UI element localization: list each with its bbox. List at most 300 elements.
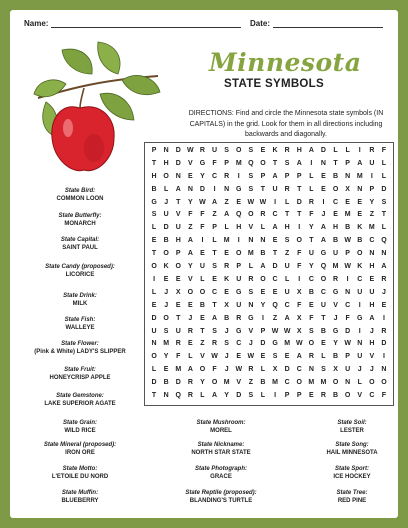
grid-letter[interactable]: N — [163, 147, 169, 154]
grid-letter[interactable]: D — [199, 185, 205, 193]
grid-letter[interactable]: E — [224, 250, 229, 258]
grid-letter[interactable]: I — [358, 327, 361, 335]
grid-letter[interactable]: E — [175, 275, 181, 283]
grid-letter[interactable]: V — [175, 211, 181, 219]
grid-letter[interactable]: U — [284, 263, 290, 271]
grid-letter[interactable]: U — [236, 301, 242, 309]
grid-letter[interactable]: M — [175, 366, 182, 374]
grid-letter[interactable]: P — [369, 185, 375, 193]
grid-letter[interactable]: F — [200, 224, 205, 232]
grid-letter[interactable]: E — [321, 340, 326, 348]
grid-letter[interactable]: H — [236, 224, 242, 232]
grid-letter[interactable]: D — [284, 366, 290, 374]
grid-letter[interactable]: R — [224, 263, 230, 271]
grid-letter[interactable]: U — [357, 288, 363, 296]
grid-letter[interactable]: R — [308, 353, 314, 361]
grid-letter[interactable]: T — [297, 185, 302, 193]
grid-letter[interactable]: I — [153, 275, 156, 283]
grid-letter[interactable]: B — [333, 237, 339, 245]
grid-letter[interactable]: O — [332, 185, 339, 193]
word-search-grid[interactable] — [144, 142, 394, 406]
grid-letter[interactable]: B — [260, 250, 266, 258]
grid-letter[interactable]: L — [260, 366, 266, 374]
grid-letter[interactable]: F — [188, 211, 193, 219]
grid-letter[interactable]: Z — [212, 211, 217, 219]
grid-letter[interactable]: X — [345, 185, 350, 193]
grid-letter[interactable]: L — [200, 275, 205, 283]
grid-letter[interactable]: M — [223, 237, 230, 245]
grid-letter[interactable]: X — [296, 327, 302, 335]
grid-letter[interactable]: B — [308, 288, 314, 296]
grid-letter[interactable]: R — [248, 366, 254, 374]
grid-letter[interactable]: D — [175, 379, 181, 387]
grid-letter[interactable]: J — [333, 314, 338, 322]
grid-letter[interactable]: S — [248, 147, 254, 154]
grid-letter[interactable]: A — [212, 198, 218, 206]
grid-letter[interactable]: W — [235, 366, 243, 374]
grid-letter[interactable]: B — [163, 237, 169, 245]
grid-letter[interactable]: L — [381, 159, 387, 167]
grid-letter[interactable]: X — [272, 366, 278, 374]
grid-letter[interactable]: A — [187, 366, 193, 374]
grid-letter[interactable]: N — [175, 172, 181, 180]
grid-letter[interactable]: L — [309, 172, 314, 180]
grid-letter[interactable]: I — [370, 172, 373, 180]
grid-letter[interactable]: H — [175, 237, 181, 245]
grid-letter[interactable]: G — [272, 340, 278, 348]
grid-letter[interactable]: R — [236, 314, 242, 322]
grid-letter[interactable]: T — [200, 327, 205, 335]
grid-letter[interactable]: A — [357, 159, 363, 167]
grid-letter[interactable]: B — [320, 327, 326, 335]
grid-letter[interactable]: L — [309, 185, 314, 193]
grid-letter[interactable]: P — [212, 224, 217, 232]
grid-letter[interactable]: Y — [333, 340, 338, 348]
grid-letter[interactable]: I — [237, 172, 240, 180]
grid-letter[interactable]: F — [381, 392, 387, 400]
grid-letter[interactable]: P — [296, 392, 302, 400]
grid-letter[interactable]: T — [176, 314, 181, 322]
grid-letter[interactable]: T — [285, 211, 290, 219]
grid-letter[interactable]: M — [332, 263, 339, 271]
grid-letter[interactable]: T — [321, 314, 326, 322]
grid-letter[interactable]: J — [369, 327, 374, 335]
grid-letter[interactable]: O — [308, 340, 315, 348]
grid-letter[interactable]: J — [188, 314, 193, 322]
grid-letter[interactable]: D — [381, 340, 387, 348]
grid-letter[interactable]: M — [247, 250, 254, 258]
grid-letter[interactable]: O — [199, 366, 206, 374]
grid-letter[interactable]: Y — [163, 353, 169, 361]
grid-letter[interactable]: O — [332, 379, 339, 387]
grid-letter[interactable]: V — [248, 224, 254, 232]
grid-letter[interactable]: O — [320, 275, 327, 283]
grid-letter[interactable]: L — [321, 353, 326, 361]
grid-letter[interactable]: D — [175, 159, 181, 167]
grid-letter[interactable]: Z — [285, 250, 290, 258]
grid-letter[interactable]: W — [259, 198, 267, 206]
grid-letter[interactable]: E — [321, 172, 326, 180]
grid-letter[interactable]: C — [308, 275, 314, 283]
grid-letter[interactable]: L — [212, 237, 217, 245]
grid-letter[interactable]: A — [320, 224, 326, 232]
grid-letter[interactable]: J — [369, 366, 374, 374]
grid-letter[interactable]: W — [344, 237, 351, 245]
grid-letter[interactable]: W — [271, 327, 279, 335]
grid-letter[interactable]: T — [151, 159, 157, 167]
grid-letter[interactable]: K — [163, 263, 169, 271]
grid-letter[interactable]: L — [345, 147, 350, 154]
grid-letter[interactable]: D — [272, 263, 278, 271]
grid-letter[interactable]: E — [260, 147, 266, 154]
grid-letter[interactable]: I — [358, 301, 361, 309]
grid-letter[interactable]: E — [272, 237, 278, 245]
grid-letter[interactable]: F — [212, 366, 217, 374]
grid-letter[interactable]: N — [224, 185, 230, 193]
grid-letter[interactable]: E — [333, 211, 338, 219]
grid-letter[interactable]: L — [151, 288, 157, 296]
grid-letter[interactable]: S — [248, 392, 254, 400]
grid-letter[interactable]: E — [151, 237, 157, 245]
grid-letter[interactable]: N — [381, 250, 387, 258]
grid-letter[interactable]: R — [333, 275, 339, 283]
grid-letter[interactable]: T — [309, 237, 314, 245]
grid-letter[interactable]: M — [368, 224, 375, 232]
grid-letter[interactable]: S — [248, 172, 254, 180]
grid-letter[interactable]: B — [333, 392, 339, 400]
grid-letter[interactable]: O — [357, 250, 363, 258]
grid-letter[interactable]: Z — [248, 379, 253, 387]
grid-letter[interactable]: K — [224, 275, 230, 283]
grid-letter[interactable]: L — [200, 392, 205, 400]
grid-letter[interactable]: O — [163, 250, 169, 258]
grid-letter[interactable]: T — [212, 301, 217, 309]
grid-letter[interactable]: I — [310, 159, 313, 167]
grid-letter[interactable]: O — [175, 263, 181, 271]
grid-letter[interactable]: R — [284, 147, 290, 154]
grid-letter[interactable]: U — [308, 250, 314, 258]
grid-letter[interactable]: L — [188, 353, 193, 361]
grid-letter[interactable]: N — [248, 237, 254, 245]
grid-letter[interactable]: E — [260, 288, 266, 296]
grid-letter[interactable]: E — [236, 353, 242, 361]
grid-letter[interactable]: N — [187, 185, 193, 193]
grid-letter[interactable]: E — [309, 301, 314, 309]
grid-letter[interactable]: R — [248, 275, 254, 283]
grid-letter[interactable]: C — [369, 237, 375, 245]
grid-letter[interactable]: I — [346, 275, 349, 283]
grid-letter[interactable]: N — [345, 288, 351, 296]
grid-letter[interactable]: E — [284, 353, 290, 361]
grid-letter[interactable]: J — [164, 288, 169, 296]
grid-letter[interactable]: O — [260, 159, 266, 167]
grid-letter[interactable]: E — [260, 353, 266, 361]
grid-letter[interactable]: L — [285, 275, 290, 283]
grid-letter[interactable]: Z — [369, 211, 374, 219]
grid-letter[interactable]: J — [321, 211, 326, 219]
grid-letter[interactable]: P — [345, 159, 350, 167]
grid-letter[interactable]: R — [381, 275, 387, 283]
grid-letter[interactable]: Y — [188, 198, 193, 206]
grid-letter[interactable]: X — [296, 314, 302, 322]
grid-letter[interactable]: R — [284, 185, 290, 193]
grid-letter[interactable]: D — [151, 314, 157, 322]
grid-letter[interactable]: U — [345, 366, 351, 374]
grid-letter[interactable]: P — [284, 172, 290, 180]
grid-letter[interactable]: S — [212, 327, 217, 335]
grid-letter[interactable]: B — [357, 237, 363, 245]
grid-letter[interactable]: C — [320, 288, 326, 296]
grid-letter[interactable]: A — [369, 314, 375, 322]
grid-letter[interactable]: T — [212, 250, 217, 258]
grid-letter[interactable]: D — [151, 379, 157, 387]
grid-letter[interactable]: N — [369, 250, 375, 258]
grid-letter[interactable]: Q — [236, 211, 242, 219]
grid-letter[interactable]: K — [272, 147, 278, 154]
grid-letter[interactable]: O — [236, 147, 242, 154]
grid-letter[interactable]: U — [151, 327, 157, 335]
grid-letter[interactable]: O — [369, 379, 375, 387]
grid-letter[interactable]: P — [151, 147, 157, 154]
grid-letter[interactable]: L — [333, 147, 338, 154]
grid-letter[interactable]: S — [309, 327, 314, 335]
grid-letter[interactable]: B — [333, 172, 339, 180]
grid-letter[interactable]: H — [151, 172, 157, 180]
grid-letter[interactable]: M — [308, 379, 315, 387]
grid-letter[interactable]: S — [272, 353, 278, 361]
grid-letter[interactable]: V — [188, 275, 193, 283]
grid-letter[interactable]: L — [164, 185, 169, 193]
grid-letter[interactable]: E — [321, 185, 326, 193]
grid-letter[interactable]: M — [235, 159, 242, 167]
grid-letter[interactable]: T — [381, 211, 387, 219]
grid-letter[interactable]: E — [309, 392, 314, 400]
grid-letter[interactable]: J — [224, 327, 229, 335]
grid-letter[interactable]: Y — [200, 379, 205, 387]
grid-letter[interactable]: E — [224, 288, 229, 296]
grid-letter[interactable]: R — [175, 340, 181, 348]
grid-letter[interactable]: N — [381, 366, 387, 374]
grid-letter[interactable]: O — [248, 211, 254, 219]
grid-letter[interactable]: P — [345, 250, 350, 258]
grid-letter[interactable]: G — [320, 250, 327, 258]
grid-letter[interactable]: C — [369, 392, 375, 400]
grid-letter[interactable]: Q — [175, 392, 181, 400]
grid-letter[interactable]: C — [284, 301, 290, 309]
grid-letter[interactable]: G — [151, 198, 157, 206]
grid-letter[interactable]: S — [381, 198, 387, 206]
grid-letter[interactable]: N — [163, 392, 169, 400]
grid-letter[interactable]: G — [332, 288, 339, 296]
grid-letter[interactable]: E — [200, 250, 205, 258]
grid-letter[interactable]: C — [272, 211, 278, 219]
grid-letter[interactable]: R — [308, 198, 314, 206]
grid-letter[interactable]: O — [151, 353, 157, 361]
grid-letter[interactable]: W — [211, 353, 218, 361]
grid-letter[interactable]: R — [260, 211, 266, 219]
grid-letter[interactable]: G — [248, 314, 254, 322]
grid-letter[interactable]: H — [163, 159, 169, 167]
grid-letter[interactable]: U — [212, 147, 218, 154]
grid-letter[interactable]: R — [212, 340, 218, 348]
grid-letter[interactable]: F — [297, 301, 302, 309]
grid-letter[interactable]: G — [199, 159, 206, 167]
grid-letter[interactable]: Q — [320, 263, 327, 271]
grid-letter[interactable]: O — [344, 392, 351, 400]
grid-letter[interactable]: T — [297, 211, 302, 219]
grid-letter[interactable]: V — [200, 353, 205, 361]
grid-letter[interactable]: O — [296, 237, 302, 245]
grid-letter[interactable]: N — [345, 379, 351, 387]
grid-letter[interactable]: I — [261, 314, 264, 322]
grid-letter[interactable]: S — [151, 211, 157, 219]
grid-letter[interactable]: L — [260, 392, 266, 400]
grid-letter[interactable]: U — [163, 211, 169, 219]
grid-letter[interactable]: E — [188, 301, 193, 309]
grid-letter[interactable]: E — [151, 301, 157, 309]
grid-letter[interactable]: A — [284, 314, 290, 322]
grid-letter[interactable]: U — [369, 288, 375, 296]
grid-letter[interactable]: V — [188, 159, 193, 167]
grid-letter[interactable]: B — [333, 353, 339, 361]
grid-letter[interactable]: A — [272, 172, 278, 180]
grid-letter[interactable]: T — [333, 159, 338, 167]
grid-letter[interactable]: P — [260, 327, 266, 335]
grid-letter[interactable]: L — [381, 224, 387, 232]
grid-letter[interactable]: A — [381, 263, 387, 271]
grid-letter[interactable]: G — [357, 314, 363, 322]
grid-letter[interactable]: W — [247, 198, 255, 206]
grid-letter[interactable]: H — [296, 147, 302, 154]
grid-letter[interactable]: Z — [200, 340, 205, 348]
grid-letter[interactable]: Q — [381, 237, 387, 245]
grid-letter[interactable]: P — [224, 159, 229, 167]
grid-letter[interactable]: D — [345, 327, 351, 335]
grid-letter[interactable]: O — [296, 379, 302, 387]
grid-letter[interactable]: N — [345, 172, 351, 180]
grid-letter[interactable]: H — [369, 301, 375, 309]
grid-letter[interactable]: N — [151, 340, 157, 348]
grid-letter[interactable]: E — [345, 198, 350, 206]
grid-letter[interactable]: W — [295, 340, 303, 348]
grid-letter[interactable]: V — [369, 353, 375, 361]
grid-letter[interactable]: A — [320, 237, 326, 245]
grid-letter[interactable]: V — [248, 327, 254, 335]
grid-letter[interactable]: E — [188, 172, 193, 180]
grid-letter[interactable]: O — [187, 288, 194, 296]
grid-letter[interactable]: W — [187, 147, 194, 154]
grid-letter[interactable]: F — [212, 159, 217, 167]
grid-letter[interactable]: M — [356, 172, 363, 180]
grid-letter[interactable]: V — [236, 379, 242, 387]
grid-letter[interactable]: M — [320, 379, 327, 387]
grid-letter[interactable]: J — [357, 366, 362, 374]
grid-letter[interactable]: S — [248, 288, 254, 296]
grid-letter[interactable]: F — [309, 211, 314, 219]
grid-letter[interactable]: J — [248, 340, 253, 348]
grid-letter[interactable]: E — [163, 275, 169, 283]
grid-letter[interactable]: X — [224, 301, 229, 309]
grid-letter[interactable]: W — [199, 198, 206, 206]
grid-letter[interactable]: I — [298, 224, 301, 232]
grid-letter[interactable]: E — [357, 211, 363, 219]
grid-letter[interactable]: T — [151, 250, 157, 258]
grid-letter[interactable]: S — [163, 327, 169, 335]
grid-letter[interactable]: S — [212, 263, 217, 271]
grid-letter[interactable]: O — [199, 288, 206, 296]
grid-letter[interactable]: Y — [369, 198, 375, 206]
grid-letter[interactable]: E — [163, 366, 169, 374]
grid-letter[interactable]: M — [163, 340, 170, 348]
grid-letter[interactable]: J — [224, 366, 229, 374]
grid-letter[interactable]: U — [357, 353, 363, 361]
grid-letter[interactable]: C — [212, 288, 218, 296]
grid-letter[interactable]: I — [358, 147, 361, 154]
grid-letter[interactable]: B — [151, 185, 157, 193]
grid-letter[interactable]: D — [163, 224, 169, 232]
grid-letter[interactable]: I — [298, 275, 301, 283]
grid-letter[interactable]: F — [381, 147, 387, 154]
grid-letter[interactable]: R — [320, 392, 326, 400]
grid-letter[interactable]: A — [212, 392, 218, 400]
grid-letter[interactable]: Z — [224, 198, 229, 206]
grid-letter[interactable]: E — [357, 198, 363, 206]
grid-letter[interactable]: G — [332, 327, 339, 335]
grid-letter[interactable]: T — [272, 250, 278, 258]
grid-letter[interactable]: K — [357, 224, 363, 232]
grid-letter[interactable]: P — [296, 172, 302, 180]
grid-letter[interactable]: H — [333, 224, 339, 232]
grid-letter[interactable]: O — [151, 263, 157, 271]
grid-letter[interactable]: A — [187, 250, 193, 258]
grid-letter[interactable]: A — [224, 211, 230, 219]
grid-letter[interactable]: L — [224, 224, 229, 232]
grid-letter[interactable]: D — [175, 147, 181, 154]
grid-letter[interactable]: V — [357, 392, 363, 400]
grid-letter[interactable]: T — [176, 198, 181, 206]
grid-letter[interactable]: G — [236, 288, 242, 296]
grid-letter[interactable]: U — [272, 185, 278, 193]
grid-letter[interactable]: O — [381, 379, 387, 387]
grid-letter[interactable]: E — [381, 301, 387, 309]
grid-letter[interactable]: S — [321, 366, 326, 374]
grid-letter[interactable]: I — [382, 353, 385, 361]
grid-letter[interactable]: F — [345, 314, 350, 322]
grid-letter[interactable]: J — [381, 288, 386, 296]
grid-letter[interactable]: B — [163, 379, 169, 387]
grid-letter[interactable]: P — [175, 250, 181, 258]
grid-letter[interactable]: R — [199, 147, 205, 154]
grid-letter[interactable]: G — [236, 185, 242, 193]
grid-letter[interactable]: P — [284, 392, 290, 400]
grid-letter[interactable]: C — [212, 172, 218, 180]
grid-letter[interactable]: B — [199, 301, 205, 309]
grid-letter[interactable]: Y — [188, 263, 193, 271]
grid-letter[interactable]: S — [224, 147, 229, 154]
grid-letter[interactable]: A — [175, 185, 181, 193]
grid-letter[interactable]: N — [308, 366, 314, 374]
grid-letter[interactable]: U — [369, 159, 375, 167]
grid-letter[interactable]: C — [333, 198, 339, 206]
grid-letter[interactable]: E — [188, 340, 193, 348]
grid-letter[interactable]: I — [213, 185, 216, 193]
grid-letter[interactable]: Z — [272, 314, 278, 322]
grid-letter[interactable]: R — [369, 147, 375, 154]
grid-letter[interactable]: A — [308, 147, 314, 154]
grid-letter[interactable]: D — [296, 198, 302, 206]
grid-letter[interactable]: X — [175, 288, 181, 296]
grid-letter[interactable]: O — [260, 275, 266, 283]
